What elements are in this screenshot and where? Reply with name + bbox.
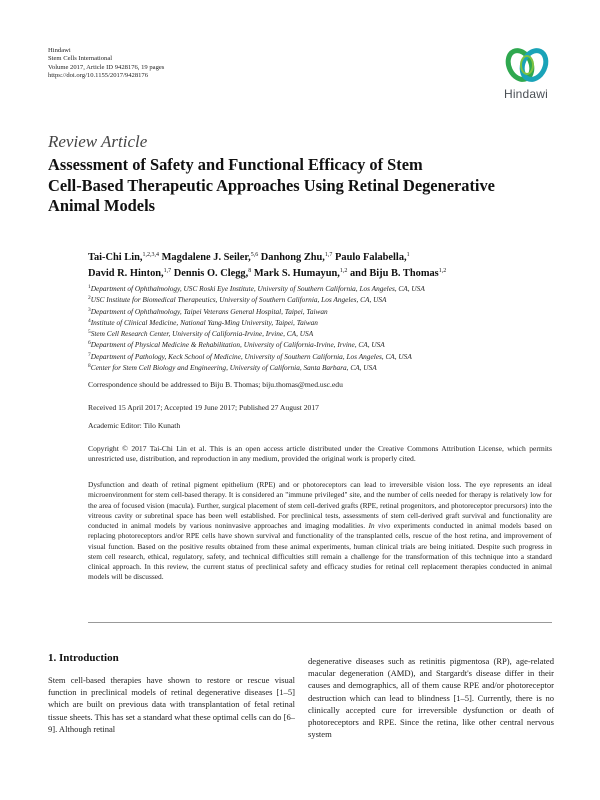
hindawi-logo-text: Hindawi (503, 87, 549, 101)
author-name[interactable]: Mark S. Humayun, (253, 268, 340, 279)
author-affil-ref[interactable]: 1,7 (324, 252, 333, 258)
article-type: Review Article (48, 132, 148, 151)
affiliation-item (88, 351, 568, 362)
section-heading: 1. Introduction (48, 652, 119, 664)
author-name[interactable]: Tai-Chi Lin, (88, 252, 143, 263)
journal-name: Stem Cells International (48, 55, 113, 63)
author-affil-ref[interactable]: 1,2 (339, 268, 348, 274)
title-line: Cell-Based Therapeutic Approaches Using Retinal Degenerative (48, 175, 495, 195)
abstract (88, 480, 552, 583)
author-name[interactable]: Paulo Falabella, (335, 252, 407, 263)
academic-editor: Academic Editor: Tilo Kunath (88, 421, 181, 430)
correspondence: Correspondence should be addressed to Biju B. Thomas; biju.thomas@med.usc.edu (88, 380, 343, 389)
journal-info (48, 47, 164, 81)
author-affil-ref[interactable]: 5,6 (250, 252, 259, 258)
affiliation-item (88, 294, 568, 305)
affiliation-number: 3 (88, 306, 91, 313)
affiliation-text: Department of Pathology, Keck School of Medicine, University of Southern California, Los Angeles, CA, USA (90, 351, 412, 361)
affiliation-item (88, 283, 568, 294)
author-affil-ref[interactable]: 1,2,3,4 (142, 252, 159, 258)
author-affil-ref[interactable]: 1 (406, 252, 410, 258)
volume-line: Volume 2017, Article ID 9428176, 19 pages (48, 63, 165, 71)
doi-link[interactable]: https://doi.org/10.1155/2017/9428176 (48, 72, 149, 80)
author-affil-ref[interactable]: 1,7 (163, 268, 172, 274)
body-column-right: degenerative diseases such as retinitis pigmentosa (RP), age-related macular degeneration (AMD), and Stargardt's disease differ in their causes and demographics, all of them cause RPE and/or photoreceptor destruction which can lead to blindness [1–5]. Currently, there is no clinically accepted cure for irreversible dysfunction or death of photoreceptors and RPE. Since the retina, like other central nervous system (308, 656, 554, 740)
affiliation-text: Stem Cell Research Center, University of California-Irvine, Irvine, CA, USA (90, 329, 314, 339)
affiliation-item (88, 317, 568, 328)
affiliation-item (88, 362, 568, 373)
abstract-text: Dysfunction and death of retinal pigment epithelium (RPE) and or photoreceptors can lead to irreversible vision loss. The eye represents an ideal microenvironment for stem cell-based therapy. It is considered an "immune privileged" site, and the number of cells needed for therapy is relatively low for the area of focused vision (macula). Further, surgical placement of stem cell-derived grafts (RPE, retinal progenitors, and photoreceptor precursors) into the vitreous cavity or subretinal space has been well established. For preclinical tests, assessments of stem cell-derived graft survival and functionality are conducted in animal models by various noninvasive approaches and imaging modalities. (88, 480, 552, 530)
affiliation-text: Center for Stem Cell Biology and Engineering, University of California, Santa Barbara, CA, USA (90, 363, 377, 373)
divider (88, 622, 552, 623)
affiliation-text: Department of Ophthalmology, USC Roski Eye Institute, University of Southern California, Los Angeles, CA, USA (90, 284, 425, 293)
author-line (88, 266, 568, 282)
affiliation-text: Institute of Clinical Medicine, National Yang-Ming University, Taipei, Taiwan (90, 317, 318, 327)
affiliation-item (88, 328, 568, 339)
title-line: Animal Models (48, 196, 155, 215)
publisher-name: Hindawi (48, 47, 71, 54)
affiliation-item (88, 306, 568, 317)
affiliation-number: 2 (88, 295, 91, 302)
publication-dates: Received 15 April 2017; Accepted 19 June 2017; Published 27 August 2017 (88, 403, 319, 412)
author-line (88, 250, 568, 266)
affiliation-number: 1 (88, 284, 91, 290)
affiliation-text: Department of Ophthalmology, Taipei Veterans General Hospital, Taipei, Taiwan (90, 306, 328, 316)
hindawi-logo-icon (504, 44, 550, 86)
affiliation-number: 6 (88, 340, 91, 347)
affiliation-number: 5 (88, 329, 91, 336)
affiliation-text: Department of Physical Medicine & Rehabilitation, University of California-Irvine, Irvine, CA, USA (90, 340, 385, 350)
article-title (48, 155, 568, 217)
author-name[interactable]: David R. Hinton, (88, 268, 164, 279)
affiliation-number: 4 (88, 317, 91, 324)
affiliation-item (88, 339, 568, 350)
affiliation-list (88, 283, 568, 373)
author-name[interactable]: Dennis O. Clegg, (173, 268, 249, 279)
affiliation-number: 7 (88, 351, 91, 358)
title-line: Assessment of Safety and Functional Efficacy of Stem (48, 155, 423, 174)
hindawi-logo[interactable] (494, 44, 558, 104)
abstract-text: experiments conducted in animal models based on replacing photoreceptors and/or RPE cells have shown survival and functionality of the transplanted cells, rescue of the host retina, and improvement of visual function. Based on the positive results obtained from these animal experiments, human clinical trials are being initiated. Despite such progress in stem cell research, ethical, regulatory, safety, and technical difficulties still remain a challenge for the transformation of this technique into a standard clinical approach. In this review, the current status of preclinical safety and efficacy studies for retinal cell replacement therapies conducted in animal models will be discussed. (88, 521, 552, 582)
abstract-italic-text: In vivo (368, 521, 391, 530)
author-name[interactable]: and Biju B. Thomas (349, 268, 439, 279)
body-column-left: Stem cell-based therapies have shown to restore or rescue visual function in preclinical models of retinal degenerative diseases [1–5] which are built on previous data with transplantation of fetal retinal tissue sheets. This has set a standard what these optimal cells can do [6–9]. Although retinal (48, 675, 295, 734)
author-name[interactable]: Danhong Zhu, (260, 252, 325, 263)
copyright-notice: Copyright © 2017 Tai-Chi Lin et al. This is an open access article distributed under the Creative Commons Attribution License, which permits unrestricted use, distribution, and reproduction in any medium, provided the original work is properly cited. (88, 444, 552, 464)
author-name[interactable]: Magdalene J. Seiler, (161, 252, 251, 263)
author-affil-ref[interactable]: 1,2 (438, 268, 447, 274)
author-list (88, 250, 568, 282)
author-affil-ref[interactable]: 8 (248, 268, 252, 274)
affiliation-text: USC Institute for Biomedical Therapeutics, University of Southern California, Los Angeles, CA, USA (90, 295, 387, 305)
affiliation-number: 8 (88, 363, 91, 370)
